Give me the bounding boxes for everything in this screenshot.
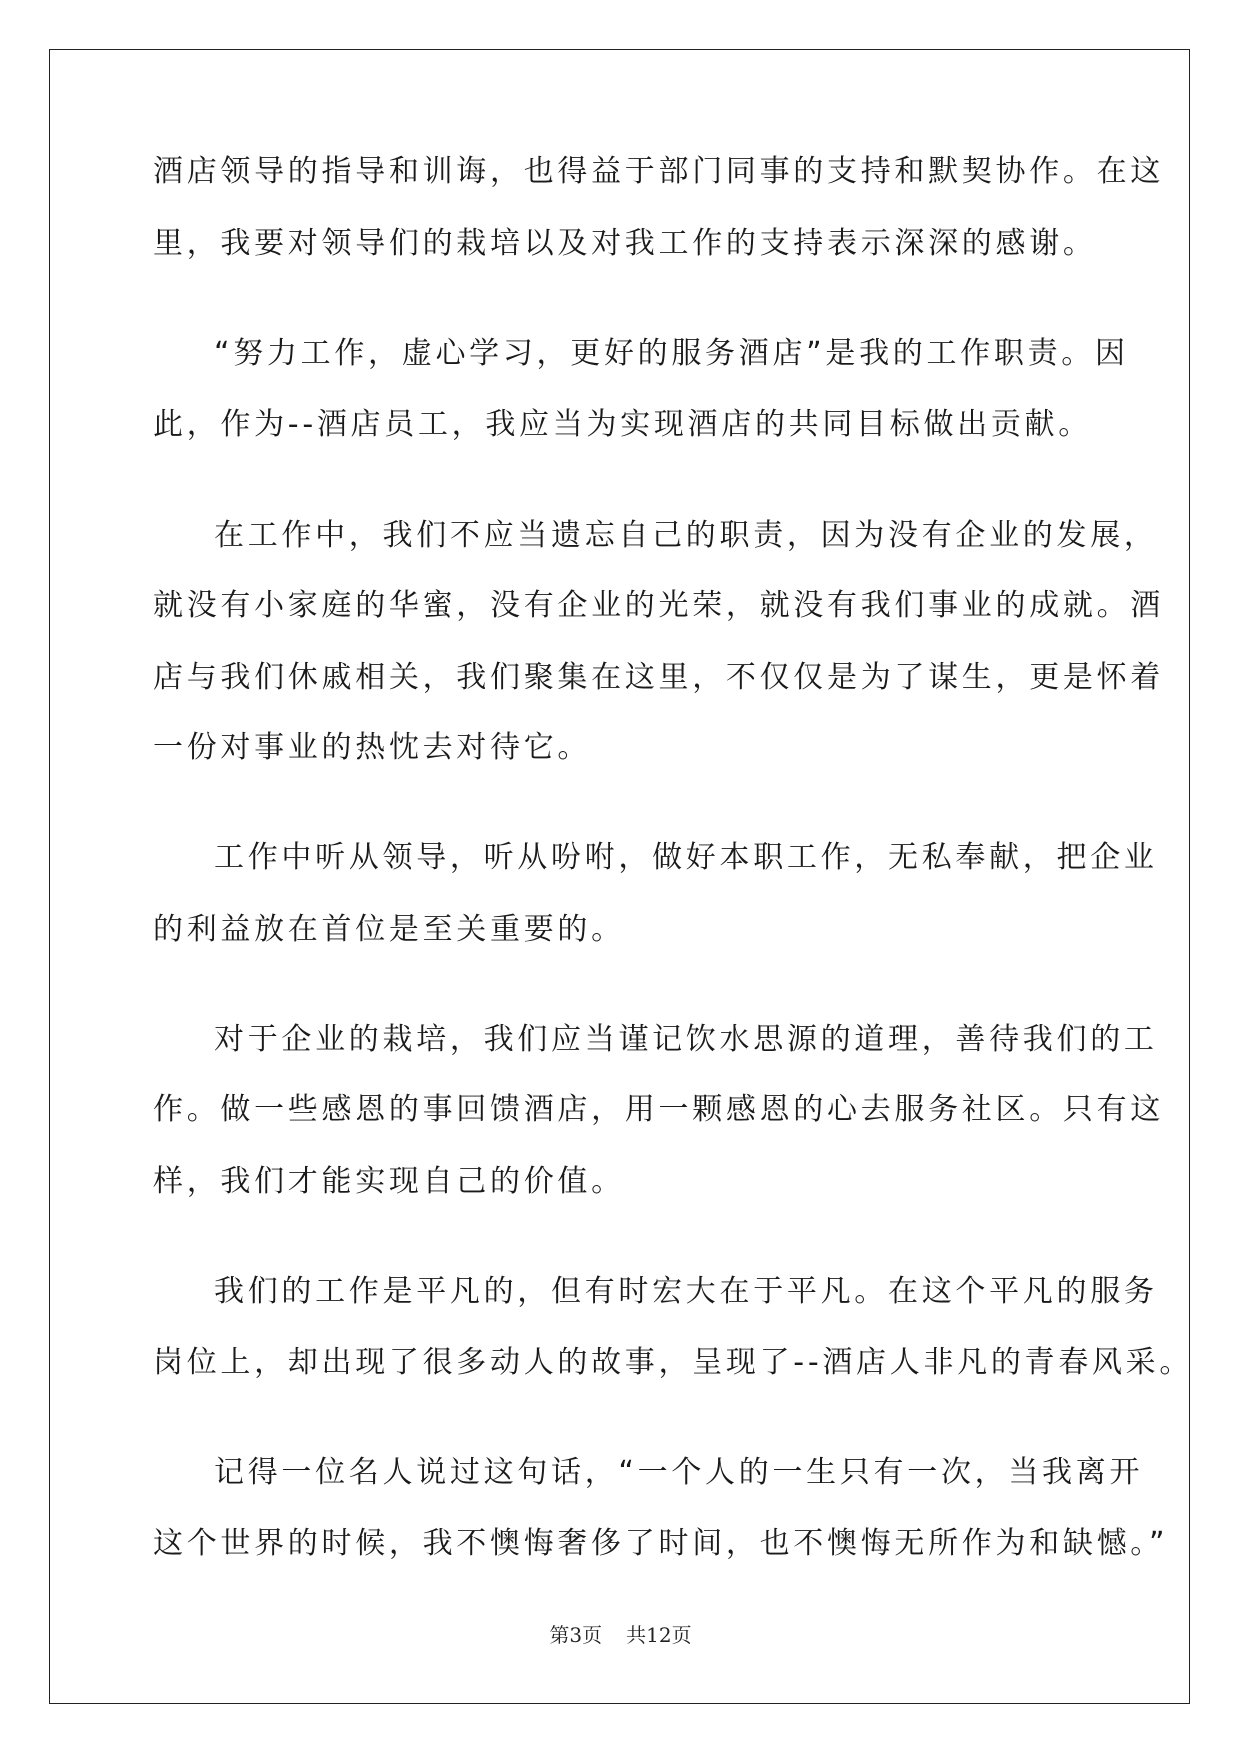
paragraph-first-line: 在工作中，我们不应当遗忘自己的职责，因为没有企业的发展， (214, 518, 1158, 553)
text-line: 此，作为--酒店员工，我应当为实现酒店的共同目标做出贡献。 (153, 407, 1092, 442)
paragraph-first-line: 记得一位名人说过这句话，“一个人的一生只有一次，当我离开 (214, 1455, 1144, 1490)
text-line: 作。做一些感恩的事回馈酒店，用一颗感恩的心去服务社区。只有这 (153, 1092, 1164, 1127)
paragraph-first-line: 我们的工作是平凡的，但有时宏大在于平凡。在这个平凡的服务 (214, 1274, 1158, 1309)
page-number: 第3页 (549, 1623, 603, 1647)
text-line: 这个世界的时候，我不懊悔奢侈了时间，也不懊悔无所作为和缺憾。” (153, 1526, 1169, 1561)
paragraph-first-line: “努力工作，虚心学习，更好的服务酒店”是我的工作职责。因 (214, 336, 1129, 371)
paragraph-first-line: 对于企业的栽培，我们应当谨记饮水思源的道理，善待我们的工 (214, 1022, 1158, 1057)
text-line: 样，我们才能实现自己的价值。 (153, 1164, 625, 1199)
text-line: 就没有小家庭的华蜜，没有企业的光荣，就没有我们事业的成就。酒 (153, 588, 1164, 623)
text-line: 酒店领导的指导和训诲，也得益于部门同事的支持和默契协作。在这 (153, 154, 1164, 189)
text-line: 一份对事业的热忱去对待它。 (153, 730, 592, 765)
text-line: 岗位上，却出现了很多动人的故事，呈现了--酒店人非凡的青春风采。 (153, 1345, 1194, 1380)
page-footer (0, 1622, 1241, 1648)
page-total: 共12页 (626, 1623, 692, 1647)
text-line: 的利益放在首位是至关重要的。 (153, 912, 625, 947)
paragraph-first-line: 工作中听从领导，听从吩咐，做好本职工作，无私奉献，把企业 (214, 840, 1158, 875)
text-line: 店与我们休戚相关，我们聚集在这里，不仅仅是为了谋生，更是怀着 (153, 660, 1164, 695)
text-line: 里，我要对领导们的栽培以及对我工作的支持表示深深的感谢。 (153, 226, 1097, 261)
